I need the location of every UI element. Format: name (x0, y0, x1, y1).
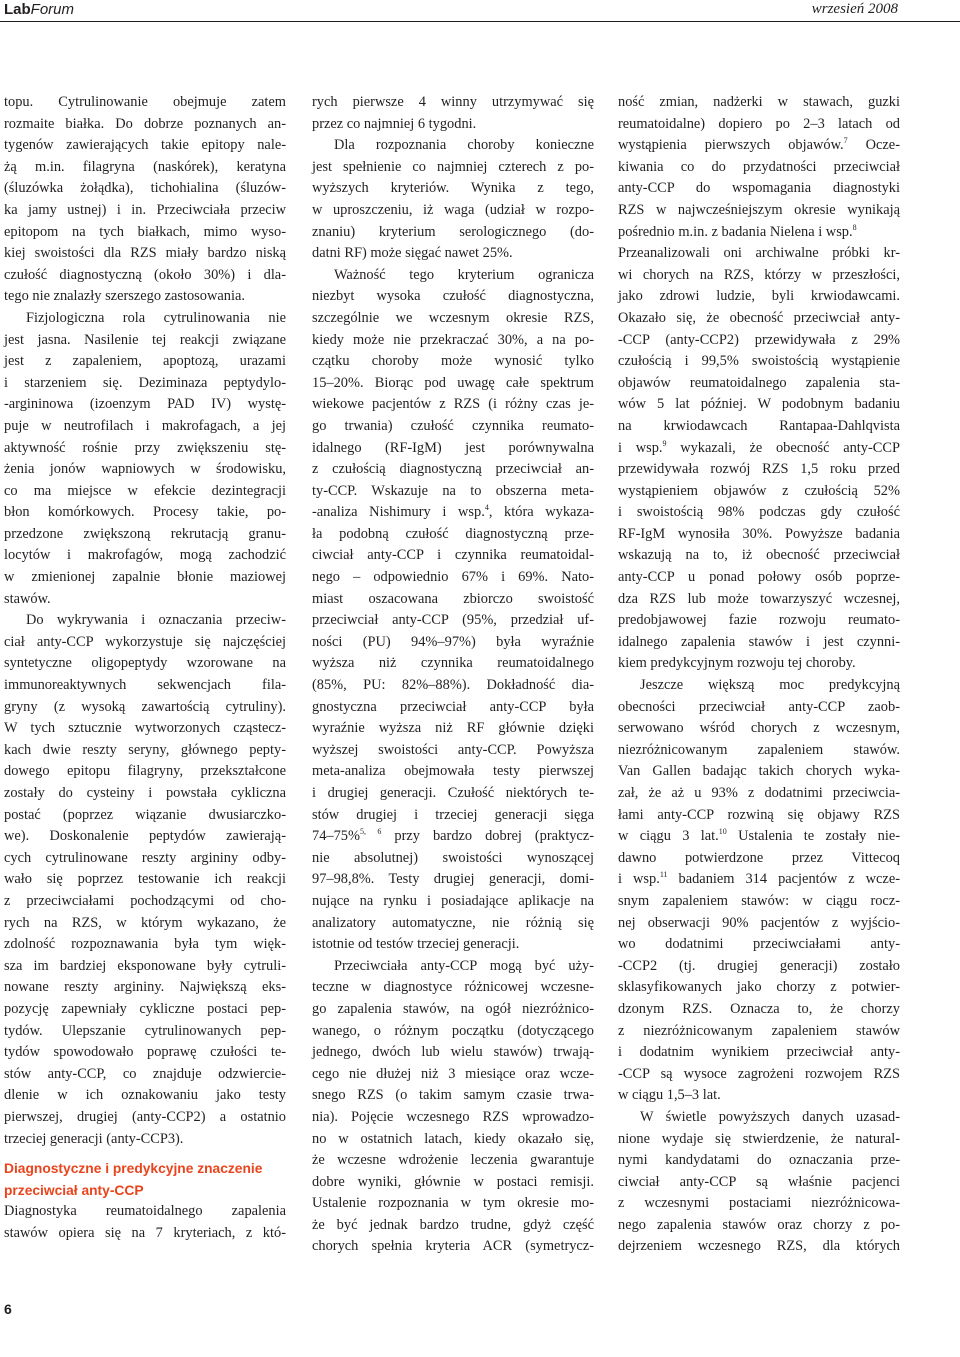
text-line: ności (PU) 94%–97%) była wyraźnie (312, 633, 594, 650)
text-line: dawno potwierdzone przez Vittecoq (618, 849, 900, 866)
text-line: wystąpienia pierwszych objawów.$^7$ Ocze- (618, 136, 900, 154)
text-line: że być jednak bardzo trudne, gdyż część (312, 1216, 594, 1233)
text-line: meta-analiza obejmowała testy pierwszej (312, 763, 594, 780)
text-line: z czułością diagnostyczną przeciwciał an- (312, 461, 594, 478)
text-line: istotnie od testów trzeciej generacji. (312, 936, 520, 953)
section-heading (4, 1158, 286, 1201)
text-line: syntetyczne oligopeptydy wzorowane na (4, 655, 286, 672)
text-line: reumatoidalne) dopiero po 2–3 latach od (618, 115, 900, 132)
text-line: i dodatnim wynikiem przeciwciał anty- (618, 1044, 900, 1061)
text-lines (618, 157, 900, 222)
text-line: ka jamy ustnej) i in. Przeciwciała przeciw (4, 201, 286, 218)
text-line: dza RZS lub może towarzyszyć wczesnej, (618, 590, 900, 607)
text-line: Van Gallen badając takich chorych wyka- (618, 763, 900, 780)
text-line: kiwania co do przydatności przeciwciał (618, 158, 900, 175)
text-line: kiej swoistości dla RZS miały bardzo niską (4, 245, 286, 262)
text-line: RZS w najwcześniejszym okresie wynikają (618, 201, 900, 218)
text-line: predobjawowej fazie rozwoju reumato- (618, 612, 900, 629)
text-line: datni RF) może sięgać nawet 25%. (312, 245, 513, 262)
text-lines (618, 891, 900, 1107)
text-line: znaniu) kryterium serologicznego (do- (312, 223, 594, 240)
text-line: wów 5 lat później. W podobnym badaniu (618, 396, 900, 413)
text-line: -CCP (anty-CCP2) przewidywała z 29% (618, 331, 900, 348)
paragraph (4, 610, 286, 1150)
text-line: Jeszcze większą moc predykcyjną (640, 677, 900, 694)
text-line: Ustalenie rozpoznania w tym okresie mo- (312, 1195, 594, 1212)
text-line: ty-CCP. Wskazuje na to obszerna meta- (312, 482, 594, 499)
paragraph (312, 265, 594, 956)
text-line: idalnego zapalenia stawów i jest czynni- (618, 633, 900, 650)
text-line: topu. Cytrulinowanie obejmuje zatem (4, 94, 286, 110)
text-line: w uproszczeniu, iż waga (udział w rozpo- (312, 201, 594, 218)
text-line: locytów i makrofagów, mogą zachodzić (4, 547, 286, 564)
text-line: dejrzeniem wczesnego RZS, dla których (618, 1238, 900, 1255)
text-line: analizatory automatyczne, nie różnią się (312, 914, 594, 931)
text-line: (śluzówka żołądka), tichohialina (śluzów- (4, 180, 286, 197)
text-line: na krwiodawcach Rantapaa-Dahlqvista (618, 417, 900, 434)
text-line: pośrednio m.in. z badania Nielena i wsp.$^8$ (618, 222, 857, 240)
text-line: kiedy może nie przekraczać 30%, a na po- (312, 331, 594, 348)
section-heading-line: przeciwciał anty-CCP (4, 1182, 144, 1198)
text-line: Okazało się, że obecność przeciwciał anty- (618, 309, 900, 326)
text-lines (312, 848, 594, 956)
article-column-3 (618, 92, 900, 1258)
text-line: przeciwciał anty-CCP (95%, przedział uf- (312, 612, 594, 629)
text-line: przedzone zwiększoną rekrutacją granu- (4, 525, 286, 542)
text-line: sklasyfikowanych jako chorzy z potwier- (618, 979, 900, 996)
text-line: immunoreaktywnych sekwencjach fila- (4, 677, 286, 694)
text-line: ciwciał anty-CCP są właśnie pacjenci (618, 1173, 900, 1190)
text-line: no w ostatnich latach, kiedy okazało się, (312, 1130, 594, 1147)
text-line: gnostyczna przeciwciał anty-CCP była (312, 698, 594, 715)
text-line: rych na RZS, w którym wykazano, że (4, 914, 286, 931)
text-line: wystąpieniem objawów z czułością 52% (618, 482, 900, 499)
text-line: stów drugiej i trzeciej generacji sięga (312, 806, 594, 823)
text-line: RF-IgM wynosiła 30%. Powyższe badania (618, 525, 900, 542)
text-line: Diagnostyka reumatoidalnego zapalenia (4, 1203, 286, 1220)
text-line: przewidywała rozwój RZS 1,5 roku przed (618, 461, 900, 478)
text-line: zostały do cysteiny i powstała cykliczna (4, 785, 286, 801)
text-line: i starzeniem się. Deziminaza peptydylo- (4, 374, 286, 391)
text-line: wyższa niż czynnika reumatoidalnego (312, 655, 594, 672)
text-line: tego nie znalazły szerszego zastosowania. (4, 288, 245, 305)
text-line: że wczesne wdrożenie leczenia gwarantuje (312, 1152, 594, 1169)
text-line: epitopom na tych białkach, mimo wyso- (4, 223, 286, 240)
article-column-1 (4, 92, 286, 1244)
text-line: ność zmian, nadżerki w stawach, guzki (618, 94, 900, 110)
text-line: we). Doskonalenie peptydów zawierają- (4, 828, 286, 845)
text-line: idalnego (RF-IgM) jest porównywalna (312, 439, 594, 456)
text-line: nujące na rynku i posiadające aplikacje na (312, 892, 594, 909)
text-line: postać (poprzez wiązanie dwusiarczko- (4, 806, 286, 823)
text-line: serwowano wśród chorych z wczesnym, (618, 720, 900, 737)
text-line: Fizjologiczna rola cytrulinowania nie (26, 309, 286, 326)
text-line: pierwszej, drugiej (anty-CCP2) a ostatnio (4, 1108, 286, 1125)
text-line: chorych spełnia kryteria ACR (symetrycz- (312, 1238, 594, 1255)
paragraph (4, 92, 286, 308)
text-line: teczne w diagnostyce różnicowej wczesne- (312, 979, 594, 996)
text-line: w ciągu 3 lat.$^{10}$ Ustalenia te zostały nie- (618, 827, 900, 845)
text-line: z przeciwciałami pochodzącymi od cho- (4, 892, 286, 909)
text-line: z wczesnymi postaciami niezróżnicowa- (618, 1195, 900, 1212)
citation: 8 (852, 222, 857, 232)
running-header (0, 0, 960, 22)
text-line: gryny (z wysoką zawartością cytruliny). (4, 698, 286, 715)
text-line: -CCP2 (tj. drugiej generacji) zostało (618, 957, 900, 974)
text-line: 15–20%. Biorąc pod uwagę całe spektrum (312, 374, 594, 391)
text-line: Przeciwciała anty-CCP mogą być uży- (334, 957, 594, 974)
text-line: kiem predykcyjnym rozwoju tej choroby. (618, 655, 856, 672)
text-line: jest jasna. Nasilenie tej reakcji związane (4, 331, 286, 348)
text-line: czątku choroby może wynosić tylko (312, 353, 594, 370)
logo-lab: Lab (4, 1, 31, 18)
text-line: miast oszacowana zbiorczo swoistość (312, 590, 594, 607)
citation: 10 (718, 827, 727, 837)
text-line: Dla rozpoznania choroby konieczne (334, 137, 594, 154)
text-line: cych cytrulinowane reszty argininy odby- (4, 849, 286, 866)
text-lines (618, 675, 900, 826)
text-line: i swoistością 98% podczas gdy czułość (618, 504, 900, 521)
text-line: objawów reumatoidalnego zapalenia sta- (618, 374, 900, 391)
text-line: rych pierwsze 4 winny utrzymywać się (312, 94, 594, 110)
citation: 7 (843, 136, 848, 146)
text-line: i wsp.$^{11}$ badaniem 314 pacjentów z wcze- (618, 870, 900, 888)
text-lines (312, 524, 594, 826)
text-line: trzeciej generacji (anty-CCP3). (4, 1130, 184, 1147)
text-line: jest z zapaleniem, apoptozą, urazami (4, 353, 286, 370)
text-line: kach dwie reszty seryny, głównego pepty- (4, 741, 286, 758)
text-lines (618, 92, 900, 135)
text-line: dlenie w ich oznakowaniu jako testy (4, 1087, 286, 1104)
text-line: obecności przeciwciał anty-CCP zaob- (618, 698, 900, 715)
text-line: jest spełnienie co najmniej czterech z po- (312, 158, 594, 175)
text-line: zał, że aż u 93% z dodatnimi przeciwcia- (618, 785, 900, 801)
text-line: tydów. Ulepszanie cytrulinowanych pep- (4, 1022, 286, 1039)
text-line: nione wydaje się stwierdzenie, że natural- (618, 1130, 900, 1147)
text-line: jednego, dwóch lub wielu stawów) trwają- (312, 1044, 594, 1061)
text-line: niezbyt wysoka czułość diagnostyczna, (312, 288, 594, 305)
text-line: -CCP są wysoce zagrożeni rozwojem RZS (618, 1065, 900, 1082)
text-line: wyższych kryteriów. Wynika z tego, (312, 180, 594, 197)
text-line: szczególnie we wczesnym okresie RZS, (312, 309, 594, 326)
text-line: go trwania) czułość czynnika reumato- (312, 417, 594, 434)
logo-forum: Forum (30, 1, 75, 18)
text-line: zdolność rozpoznawania była tym więk- (4, 936, 286, 953)
text-line: nowane reszty argininy. Największą eks- (4, 979, 286, 996)
text-line: wskazują na to, iż obecność przeciwciał (618, 547, 900, 564)
text-line: pozycję zapewniały cykliczne postaci pep- (4, 1000, 286, 1017)
text-line: błon komórkowych. Procesy takie, po- (4, 504, 286, 521)
text-line: przez co najmniej 6 tygodni. (312, 115, 477, 132)
text-line: stów anty-CCP, co znajduje odzwiercie- (4, 1065, 286, 1082)
text-line: dzonym RZS. Oznacza to, że chorzy (618, 1000, 900, 1017)
text-line: wanego, o różnym początku (dotyczącego (312, 1022, 594, 1039)
text-line: dobre wyniki, głównie w postaci remisji. (312, 1173, 594, 1190)
text-line: W świetle powyższych danych uzasad- (640, 1108, 900, 1125)
text-line: stawów. (4, 590, 51, 607)
text-line: cego nie dłużej niż 3 miesiące oraz wcze- (312, 1065, 594, 1082)
page-number: 6 (4, 1301, 12, 1317)
paragraph (4, 1201, 286, 1244)
text-line: łami anty-CCP rozwiną się objawy RZS (618, 806, 900, 823)
text-line: żą m.in. filagryna (naskórek), keratyna (4, 158, 286, 175)
text-line: aktywność rośnie przy zwiększeniu stę- (4, 439, 286, 456)
paragraph (618, 92, 900, 675)
paragraph (312, 92, 594, 135)
text-line: i drugiej generacji. Czułość niektórych te- (312, 785, 594, 801)
paragraph (312, 956, 594, 1258)
citation: 5, 6 (359, 827, 382, 837)
text-lines (618, 243, 900, 437)
text-line: tydów spowodowało poprawę czułości te- (4, 1044, 286, 1061)
citation: 9 (662, 438, 667, 448)
text-line: anty-CCP u ponad połowy osób poprze- (618, 569, 900, 586)
text-line: anty-CCP do wspomagania diagnostyki (618, 180, 900, 197)
issue-date: wrzesień 2008 (811, 1, 898, 17)
text-line: wało się poprzez testowanie ich reakcji (4, 871, 286, 888)
text-line: jako zdrowi ludzie, byli krwiodawcami. (618, 288, 900, 305)
text-line: wo dodatnimi przeciwciałami anty- (618, 936, 900, 953)
text-line: nej obserwacji 90% pacjentów z wyjścio- (618, 914, 900, 931)
text-line: i wsp.$^9$ wykazali, że obecność anty-CCP (618, 438, 900, 456)
article-column-2 (312, 92, 594, 1258)
text-line: nego zapalenia stawów oraz chorzy z po- (618, 1216, 900, 1233)
citation: 4 (484, 503, 489, 513)
text-line: snego RZS (o takim samym czasie trwa- (312, 1087, 594, 1104)
text-line: czułość diagnostyczną (około 30%) i dla- (4, 266, 286, 283)
text-line: Przeanalizowali oni archiwalne próbki kr- (618, 245, 900, 262)
text-line: 74–75%$^{5, 6}$ przy bardzo dobrej (praktycz- (312, 827, 594, 845)
text-line: wiekowe pacjentów z RZS (i różny czas je- (312, 396, 594, 413)
text-line: sza im bardziej eksponowane były cytruli- (4, 957, 286, 974)
text-line: ła podobną czułość diagnostyczną prze- (312, 525, 594, 542)
text-line: 97–98,8%. Testy drugiej generacji, domi- (312, 871, 594, 888)
text-line: tygenów zawierających takie epitopy nale- (4, 137, 286, 154)
text-line: snym zapaleniem stawów: w ciągu rocz- (618, 892, 900, 909)
text-line: puje w neutrofilach i makrofagach, a jej (4, 417, 286, 434)
text-line: żenia jonów wapniowych w środowisku, (4, 461, 286, 478)
text-line: wyraźnie wyższa niż RF głównie dzięki (312, 720, 594, 737)
text-line: nie absolutnej) swoistości wynoszącej (312, 849, 594, 866)
paragraph (312, 135, 594, 265)
text-line: W tych sztucznie wytworzonych cząstecz- (4, 720, 286, 737)
text-line: wi chorych na RZS, którzy w przeszłości, (618, 266, 900, 283)
paragraph (618, 675, 900, 1107)
paragraph (618, 1107, 900, 1258)
text-lines (618, 848, 900, 870)
text-line: w ciągu 1,5–3 lat. (618, 1087, 721, 1104)
text-line: wyższej swoistości anty-CCP. Powyższa (312, 741, 594, 758)
text-line: w zmienionej zapalnie błonie maziowej (4, 569, 286, 586)
text-line: Ważność tego kryterium ogranicza (334, 266, 594, 283)
paragraph (4, 308, 286, 610)
text-lines (312, 265, 594, 503)
text-line: nego – odpowiednio 67% i 69%. Nato- (312, 569, 594, 586)
text-line: dowego epitopu filagryny, przekształcone (4, 763, 286, 780)
section-heading-line: Diagnostyczne i predykcyjne znaczenie (4, 1161, 263, 1177)
text-line: czułością i 99,5% swoistością wystąpienie (618, 353, 900, 370)
text-line: ciwciał anty-CCP i czynnika reumatoidal- (312, 547, 594, 564)
text-line: ciał anty-CCP wykorzystuje się najczęściej (4, 633, 286, 650)
text-line: (85%, PU: 82%–88%). Dokładność dia- (312, 677, 594, 694)
text-line: nia). Pojęcie wczesnego RZS wprowadzo- (312, 1108, 594, 1125)
text-line: z niezróżnicowanym zapaleniem stawów (618, 1022, 900, 1039)
header-divider (0, 21, 960, 22)
text-line: -argininowa (izoenzym PAD IV) wystę- (4, 396, 286, 413)
text-line: rozmaite białka. Do dobrze poznanych an- (4, 115, 286, 132)
text-line: -analiza Nishimury i wsp.$^4$, która wykaza- (312, 503, 594, 521)
text-line: co ma miejsce w efekcie dezintegracji (4, 482, 286, 499)
text-line: stawów opiera się na 7 kryteriach, z któ- (4, 1224, 286, 1241)
text-line: Do wykrywania i oznaczania przeciw- (26, 612, 286, 629)
citation: 11 (659, 870, 668, 880)
text-lines (618, 459, 900, 675)
journal-logo (4, 1, 74, 18)
text-line: nymi kandydatami do oznaczania prze- (618, 1152, 900, 1169)
text-line: go zapalenia stawów, na ogół niezróżnico- (312, 1000, 594, 1017)
text-line: niezróżnicowanym zapaleniem stawów. (618, 741, 900, 758)
